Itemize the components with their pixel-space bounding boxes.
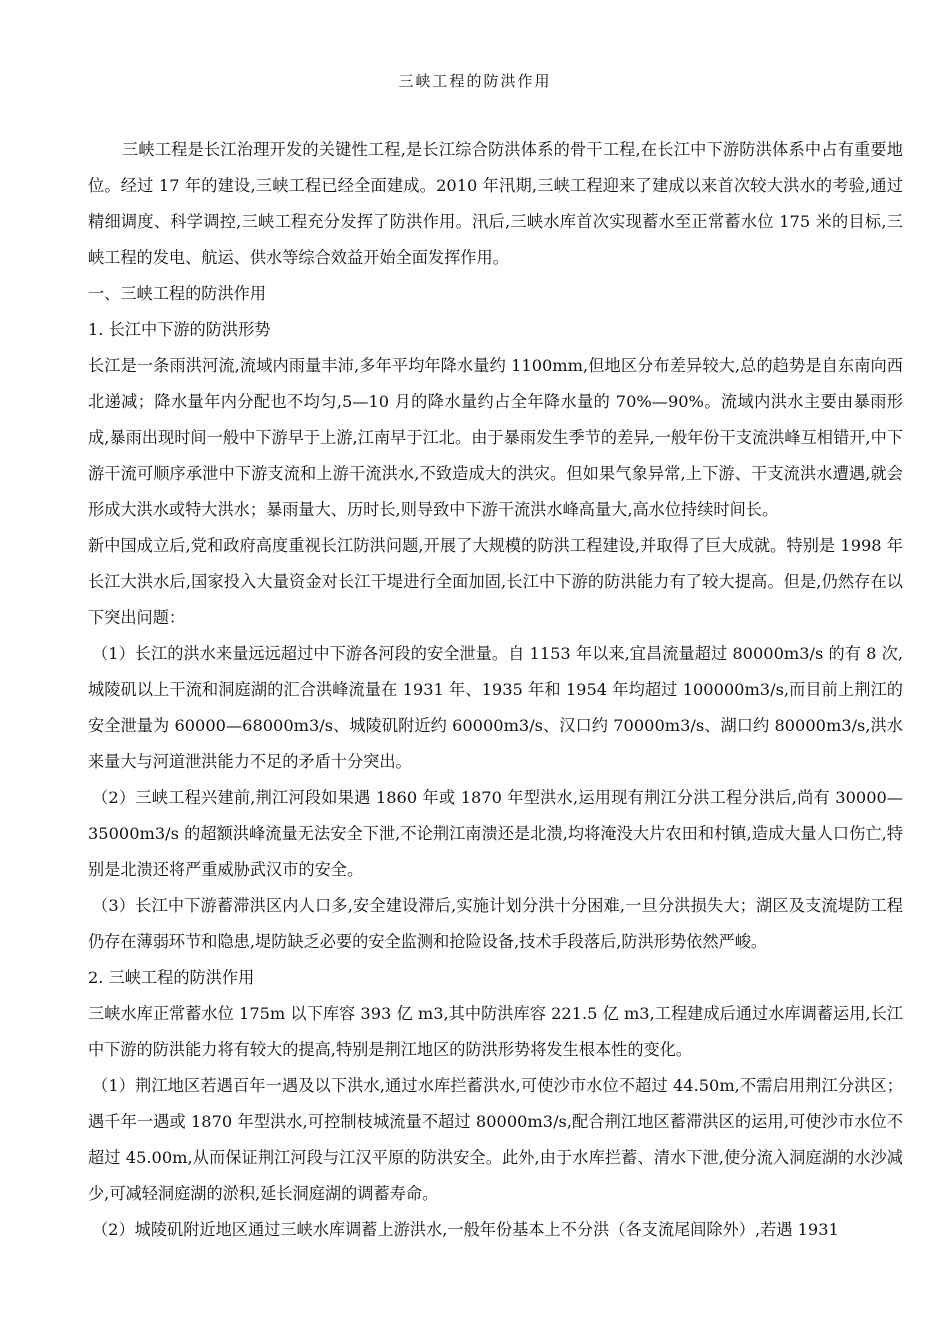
document-title: 三峡工程的防洪作用 (398, 72, 552, 90)
subsection-heading-2: 2. 三峡工程的防洪作用 (88, 968, 255, 987)
problem-item-3: （3）长江中下游蓄滞洪区内人口多,安全建设滞后,实施计划分洪十分困难,一旦分洪损失大；湖区及支流堤防工程仍存在薄弱环节和隐患,堤防缺乏必要的安全监测和抢险设备,技术手段落后,防洪形势依然严峻。 (88, 896, 903, 951)
problem-item-2: （2）三峡工程兴建前,荆江河段如果遇 1860 年或 1870 年型洪水,运用现有荆江分洪工程分洪后,尚有 30000—35000m3/s 的超额洪峰流量无法安全下泄,不论荆江南溃还是北溃,均将淹没大片农田和村镇,造成大量人口伤亡,特别是北溃还将严重威胁武汉市的安全。 (88, 788, 903, 879)
effect-item-1: （1）荆江地区若遇百年一遇及以下洪水,通过水库拦蓄洪水,可使沙市水位不超过 44.50m,不需启用荆江分洪区；遇千年一遇或 1870 年型洪水,可控制枝城流量不超过 80000m3/s,配合荆江地区蓄滞洪区的运用,可使沙市水位不超过 45.00m,从而保证荆江河段与江汉平原的防洪安全。此外,由于水库拦蓄、清水下泄,使分流入洞庭湖的水沙减少,可减轻洞庭湖的淤积,延长洞庭湖的调蓄寿命。 (88, 1076, 903, 1203)
subsection-heading-1: 1. 长江中下游的防洪形势 (88, 320, 271, 339)
paragraph-reservoir: 三峡水库正常蓄水位 175m 以下库容 393 亿 m3,其中防洪库容 221.5 亿 m3,工程建成后通过水库调蓄运用,长江中下游的防洪能力将有较大的提高,特别是荆江地区的防洪形势将发生根本性的变化。 (88, 1004, 903, 1059)
intro-paragraph: 三峡工程是长江治理开发的关键性工程,是长江综合防洪体系的骨干工程,在长江中下游防洪体系中占有重要地位。经过 17 年的建设,三峡工程已经全面建成。2010 年汛期,三峡工程迎来了建成以来首次较大洪水的考验,通过精细调度、科学调控,三峡工程充分发挥了防洪作用。汛后,三峡水库首次实现蓄水至正常蓄水位 175 米的目标,三峡工程的发电、航运、供水等综合效益开始全面发挥作用。 (88, 140, 903, 267)
section-heading-1: 一、三峡工程的防洪作用 (88, 284, 267, 303)
document-body (88, 132, 903, 1248)
problem-item-1: （1）长江的洪水来量远远超过中下游各河段的安全泄量。自 1153 年以来,宜昌流量超过 80000m3/s 的有 8 次,城陵矶以上干流和洞庭湖的汇合洪峰流量在 1931 年、1935 年和 1954 年均超过 100000m3/s,而目前上荆江的安全泄量为 60000—68000m3/s、城陵矶附近约 60000m3/s、汉口约 70000m3/s、湖口约 80000m3/s,洪水来量大与河道泄洪能力不足的矛盾十分突出。 (88, 644, 903, 771)
effect-item-2: （2）城陵矶附近地区通过三峡水库调蓄上游洪水,一般年份基本上不分洪（各支流尾闾除外）,若遇 1931 (92, 1220, 839, 1239)
paragraph-rainfall: 长江是一条雨洪河流,流域内雨量丰沛,多年平均年降水量约 1100mm,但地区分布差异较大,总的趋势是自东南向西北递减；降水量年内分配也不均匀,5—10 月的降水量约占全年降水量的 70%—90%。流域内洪水主要由暴雨形成,暴雨出现时间一般中下游早于上游,江南早于江北。由于暴雨发生季节的差异,一般年份干支流洪峰互相错开,中下游干流可顺序承泄中下游支流和上游干流洪水,不致造成大的洪灾。但如果气象异常,上下游、干支流洪水遭遇,就会形成大洪水或特大洪水；暴雨量大、历时长,则导致中下游干流洪水峰高量大,高水位持续时间长。 (88, 356, 903, 519)
paragraph-history: 新中国成立后,党和政府高度重视长江防洪问题,开展了大规模的防洪工程建设,并取得了巨大成就。特别是 1998 年长江大洪水后,国家投入大量资金对长江干堤进行全面加固,长江中下游的防洪能力有了较大提高。但是,仍然存在以下突出问题： (88, 536, 903, 627)
